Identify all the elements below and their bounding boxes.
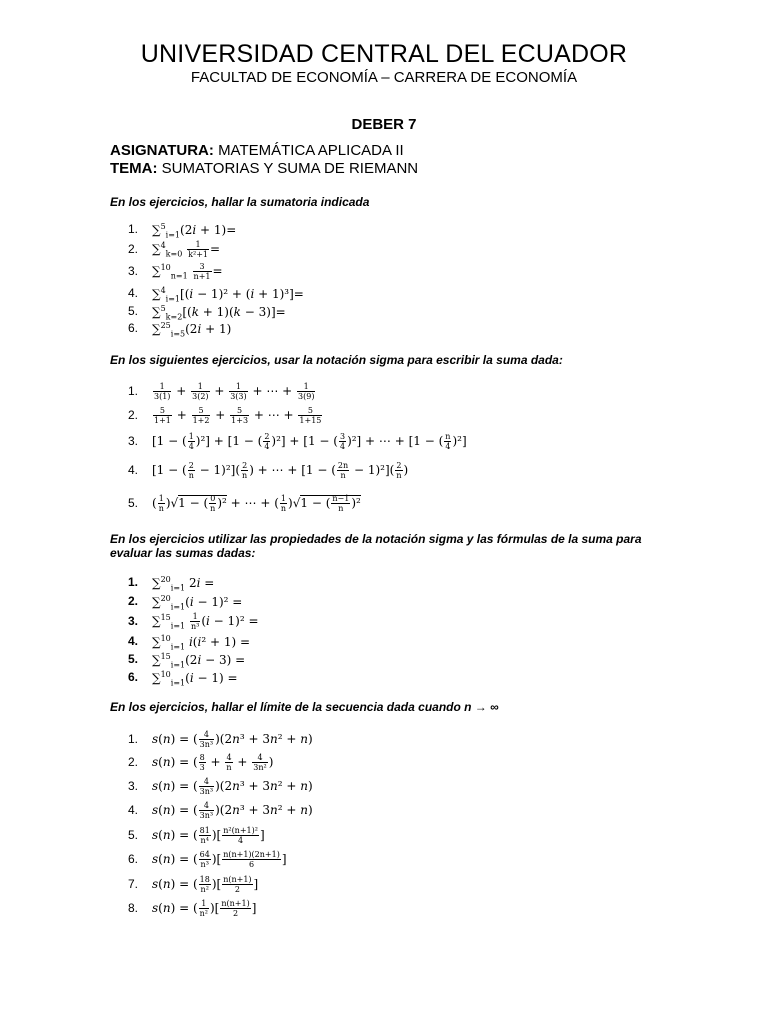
item-number: 4. — [128, 463, 139, 477]
list-item: 6. ∑$^{25}_{i=5}$(2i + 1) — [128, 320, 232, 338]
list-item: 4. s(n) = ( $\frac{4}{\text{3n³}}$ )(2n³ + 3n² + n) — [128, 801, 313, 820]
item-number: 5. — [128, 828, 139, 842]
list-item: 1. $\frac{1}{3(1)}$ + $\frac{1}{3(2)}$ + $\frac{1}{3(3)}$ + ⋯ + $\frac{1}{3(9)}$ — [128, 382, 315, 401]
list-item: 3. s(n) = ( $\frac{4}{\text{3n³}}$ )(2n³ + 3n² + n) — [128, 777, 313, 796]
item-number: 4. — [128, 286, 139, 300]
section-1-instruction: En los ejercicios, hallar la sumatoria indicada — [110, 195, 370, 209]
subject-line — [110, 142, 404, 159]
list-item: 5. ∑$^{15}_{i=1}$(2i − 3) = — [128, 651, 246, 669]
item-number: 5. — [128, 304, 139, 318]
list-item: 2. $\frac{5}{1+1}$ + $\frac{5}{1+2}$ + $\frac{5}{1+3}$ + ⋯ + $\frac{5}{1+15}$ — [128, 406, 322, 425]
faculty-subtitle: FACULTAD DE ECONOMÍA – CARRERA DE ECONOMÍA — [190, 69, 578, 86]
topic-line — [110, 160, 418, 177]
list-item: 2. ∑$^4_{k=0}$ $\frac{1}{\text{k²+1}}$ = — [128, 240, 221, 259]
item-number: 7. — [128, 877, 139, 891]
section-3-instruction: En los ejercicios utilizar las propiedades de la notación sigma y las fórmulas de la suma para evaluar las sumas dadas: — [110, 532, 642, 560]
item-number: 2. — [128, 594, 139, 608]
item-number: 2. — [128, 408, 139, 422]
item-number: 2. — [128, 242, 139, 256]
item-number: 6. — [128, 321, 139, 335]
item-number: 6. — [128, 670, 139, 684]
item-number: 3. — [128, 779, 139, 793]
university-title: UNIVERSIDAD CENTRAL DEL ECUADOR — [140, 40, 628, 68]
list-item: 2. ∑$^{20}_{i=1}$(i − 1)² = — [128, 593, 243, 611]
item-number: 5. — [128, 496, 139, 510]
list-item: 7. s(n) = ( $\frac{18}{\text{n²}}$ )[ $\frac{n(n+1)}{2}$ ] — [128, 875, 259, 894]
item-number: 3. — [128, 434, 139, 448]
item-number: 3. — [128, 614, 139, 628]
list-item: 4. ∑$^{10}_{i=1}$ i(i² + 1) = — [128, 633, 251, 651]
item-number: 1. — [128, 222, 139, 236]
item-number: 8. — [128, 901, 139, 915]
item-number: 1. — [128, 575, 139, 589]
list-item: 5. ∑$^5_{k=2}$[(k + 1)(k − 3)]= — [128, 303, 286, 321]
topic-label: TEMA: — [110, 160, 158, 177]
list-item: 6. s(n) = ( $\frac{64}{\text{n³}}$ )[ $\frac{n(n+1)(2n+1)}{6}$ ] — [128, 850, 287, 869]
list-item: 2. s(n) = ( $\frac{8}{3}$ + $\frac{4}{n}$ + $\frac{4}{\text{3n²}}$ ) — [128, 753, 274, 772]
subject-label: ASIGNATURA: — [110, 142, 214, 159]
list-item: 5. s(n) = ( $\frac{81}{\text{n⁴}}$ )[ $\frac{\text{n²(n+1)²}}{4}$ ] — [128, 826, 265, 845]
assignment-title: DEBER 7 — [351, 116, 417, 133]
topic-value: SUMATORIAS Y SUMA DE RIEMANN — [161, 160, 419, 177]
list-item: 3. [1 − ( $\frac{1}{4}$ )²] + [1 − ( $\frac{2}{4}$ )²] + [1 − ( $\frac{3}{4}$ )²] + ⋯ + [1 − ( $\frac{n}{4}$ )²] — [128, 432, 467, 451]
list-item: 5. ( $\frac{1}{n}$ )√1 − ( $\frac{0}{n}$ )² + ⋯ + ( $\frac{1}{n}$ )√1 − ( $\frac{n-1}{n}$ )² — [128, 494, 361, 513]
item-number: 1. — [128, 732, 139, 746]
list-item: 3. ∑$^{10}_{n=1}$ $\frac{3}{n+1}$ = — [128, 262, 223, 281]
item-number: 4. — [128, 634, 139, 648]
section-4-instruction: En los ejercicios, hallar el límite de la secuencia dada cuando n → ∞ — [110, 700, 499, 714]
list-item: 8. s(n) = ( $\frac{1}{\text{n²}}$ )[ $\frac{n(n+1)}{2}$ ] — [128, 899, 257, 918]
list-item: 3. ∑$^{15}_{i=1}$ $\frac{1}{\text{n³}}$ (i − 1)² = — [128, 612, 259, 631]
list-item: 1. s(n) = ( $\frac{4}{\text{3n³}}$ )(2n³ + 3n² + n) — [128, 730, 313, 749]
subject-value: MATEMÁTICA APLICADA II — [218, 142, 404, 159]
item-number: 5. — [128, 652, 139, 666]
item-number: 6. — [128, 852, 139, 866]
item-number: 2. — [128, 755, 139, 769]
list-item: 4. ∑$^4_{i=1}$[(i − 1)² + (i + 1)³]= — [128, 285, 304, 303]
item-number: 4. — [128, 803, 139, 817]
list-item: 6. ∑$^{10}_{i=1}$(i − 1) = — [128, 669, 238, 687]
list-item: 1. ∑$^5_{i=1}$(2i + 1)= — [128, 221, 237, 239]
item-number: 3. — [128, 264, 139, 278]
section-2-instruction: En los siguientes ejercicios, usar la notación sigma para escribir la suma dada: — [110, 353, 563, 367]
list-item: 1. ∑$^{20}_{i=1}$ 2i = — [128, 574, 215, 592]
list-item: 4. [1 − ( $\frac{2}{n}$ − 1)²]( $\frac{2}{n}$ ) + ⋯ + [1 − ( $\frac{2n}{n}$ − 1)²]( $\frac{2}{n}$ ) — [128, 461, 409, 480]
item-number: 1. — [128, 384, 139, 398]
